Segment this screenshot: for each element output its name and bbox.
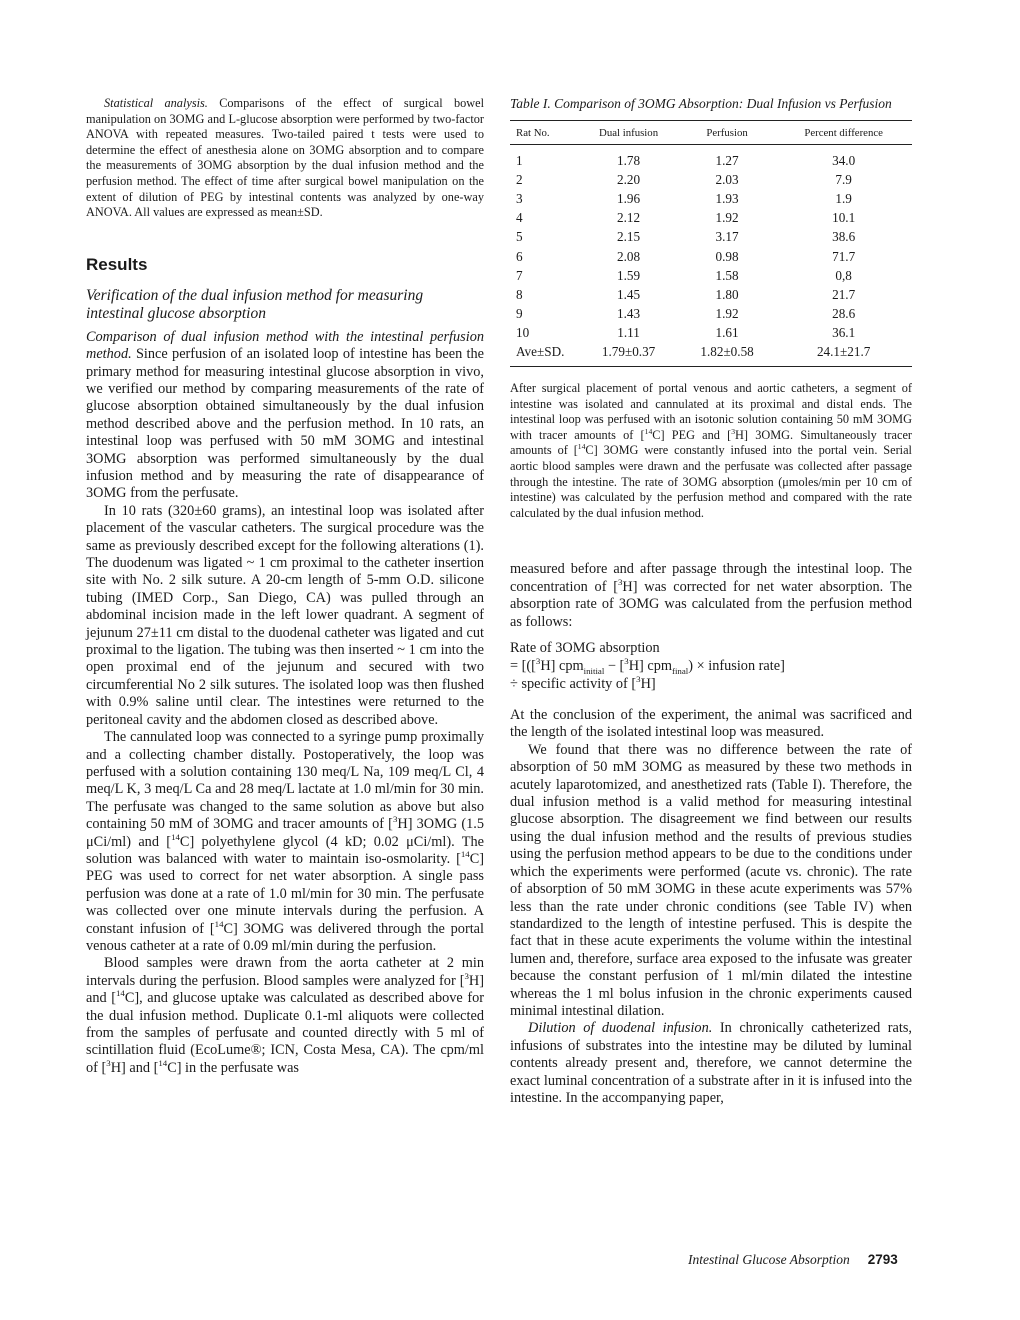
superscript: 3 (624, 656, 629, 667)
table-cell: 1.92 (715, 210, 739, 226)
text-run: C] 3OMG was delivered through the portal venous catheter at a rate of 0.09 ml/min during the perfusion. (86, 920, 484, 954)
superscript: 14 (214, 918, 224, 929)
comparison-table (510, 120, 912, 367)
subscript: final (672, 665, 689, 676)
table-row (510, 209, 912, 228)
table-cell: 24.1±21.7 (775, 343, 912, 367)
superscript: 3 (106, 1058, 111, 1069)
findings-paragraph: We found that there was no difference between the rate of absorption of 50 mM 3OMG as measured by these two methods in acutely laparotomized, and anesthetized rats (Table I). Therefore, the dual infusion method is a valid method for measuring intestinal glucose absorption. The disagreement we find between our results using the dual infusion method and the results of previous studies using the perfusion method appears to be due to the conditions under which the experiments were performed (acute vs. chronic). The rate of absorption of 50 mM 3OMG in these acute experiments was 57% less than the rate under chronic conditions (see Table IV) when standardized to the length of intestine perfused. This is despite the fact that in these acute experiments the volume within the intestinal lumen and, therefore, surface area exposed to the infusate was greater because the constant perfusion of 1 ml/min dilated the intestine whereas the 1 ml bolus infusion in the chronic experiments caused minimal intestinal dilation. (510, 741, 912, 1019)
superscript: 14 (115, 988, 125, 999)
text-run: ) × infusion rate] (688, 658, 785, 675)
comparison-lead: Comparison of dual infusion method with the intestinal perfusion method. (86, 328, 484, 363)
equation-line (510, 657, 912, 675)
table-cell: 21.7 (832, 286, 856, 302)
superscript: 14 (644, 426, 653, 436)
text-run: C] PEG was used to correct for net water absorption. A single pass perfusion was done at a rate of 1.0 ml/min for 30 min. The perfusate was collected over one minute intervals during the perfusion. A constant infusion of [ (86, 850, 484, 937)
results-heading: Results (86, 254, 148, 274)
text-run: H] cpm (628, 658, 673, 675)
table-cell: 2.20 (617, 171, 641, 187)
table-footnote (510, 381, 912, 521)
text-run: C], and glucose uptake was calculated as described above for the dual infusion method. Duplicate 0.1-ml aliquots were collected from the samples of perfusate and counted directly with 5 ml of scintillation fluid (EcoLume®; ICN, Costa Mesa, CA). The cpm/ml of [ (86, 990, 484, 1076)
table-row (510, 324, 912, 343)
table-cell: 1.43 (617, 306, 641, 322)
table-cell: 1.78 (617, 152, 641, 168)
table-cell: 1.96 (617, 190, 641, 206)
text-run: ÷ specific activity of [ (510, 676, 637, 693)
page-footer (688, 1252, 898, 1268)
text-run: C] in the perfusate was (167, 1059, 299, 1076)
table-cell: 1.93 (715, 190, 739, 206)
table-cell: 2.12 (617, 210, 641, 226)
table-row (510, 170, 912, 189)
text-run: C] PEG and [ (652, 427, 732, 442)
table-cell: 6 (516, 248, 523, 264)
table-cell: 1.27 (715, 152, 739, 168)
table-cell: 71.7 (832, 248, 856, 264)
table-body (510, 145, 912, 367)
table-row (510, 189, 912, 208)
table-cell: 1.45 (617, 286, 641, 302)
text-run: H] 3OMG. Simultaneously tracer amounts of [ (510, 427, 913, 458)
table-cell: 0,8 (835, 267, 852, 283)
conclusion-paragraph: At the conclusion of the experiment, the animal was sacrificed and the length of the isolated intestinal loop was measured. (510, 707, 912, 741)
text-run: C] 3OMG were constantly infused into the portal vein. Serial aortic blood samples were drawn and the perfusate was collected after passage through the intestine. The rate of 3OMG absorption (μmoles/min per 10 cm of intestine) was calculated by the perfusion method and compared with the rate calculated by the dual infusion method. (510, 443, 912, 520)
table-cell: 8 (516, 286, 523, 302)
table-cell: 2.08 (617, 248, 641, 264)
page-number: 2793 (867, 1252, 898, 1267)
table-cell: 1.92 (715, 306, 739, 322)
table-cell: 38.6 (832, 229, 856, 245)
table-cell: 2.15 (617, 229, 641, 245)
text-run: After surgical placement of portal venous and aortic catheters, a segment of intestine was isolated and cannulated at its proximal and distal ends. The intestinal loop was perfused with an isotonic solution containing 50 mM 3OMG with tracer amounts of [ (510, 381, 912, 442)
right-column (510, 96, 912, 1107)
text-run: The cannulated loop was connected to a syringe pump proximally and a collecting chamber distally. Postoperatively, the loop was perfused with a solution containing 130 meq/L Na, 109 meq/L Cl, 4 meq/L K, 3 meq/L Ca and 28 meq/L lactate at 1.0 ml/min for 30 min. The perfusate was changed to the same solution as above but also containing 50 mM of 3OMG and tracer amounts of [ (86, 729, 484, 833)
table-row (510, 266, 912, 285)
text-run: measured before and after passage through the intestinal loop. The concentration of [ (510, 561, 912, 595)
statistical-analysis-text: Comparisons of the effect of surgical bowel manipulation on 3OMG and L-glucose absorption were performed by two-factor ANOVA with repeated measures. Two-tailed paired t tests were used to determine the effect of anesthesia alone on 3OMG absorption and to compare the measurements of 3OMG absorption by the dual infusion method and the perfusion method. The effect of time after surgical bowel manipulation on the extent of dilution of PEG by intestinal contents was analyzed by one-way ANOVA. All values are expressed as mean±SD. (86, 96, 484, 220)
dilution-lead: Dilution of duodenal infusion. (528, 1020, 713, 1037)
blood-samples-paragraph (86, 955, 484, 1077)
statistical-analysis-paragraph (86, 96, 484, 221)
table-title: Table I. Comparison of 3OMG Absorption: Dual Infusion vs Perfusion (510, 96, 892, 111)
left-column (86, 96, 484, 1077)
table-cell: 0.98 (715, 248, 739, 264)
superscript: 3 (617, 577, 623, 588)
concentration-paragraph (510, 561, 912, 631)
table-row (510, 285, 912, 304)
text-run: H] and [ (110, 1059, 159, 1076)
table-cell: 34.0 (832, 152, 856, 168)
equation-line (510, 675, 912, 693)
table-cell: 5 (516, 229, 523, 245)
table-row (510, 228, 912, 247)
table-row (510, 305, 912, 324)
table-cell: 1.80 (715, 286, 739, 302)
table-cell: 10 (516, 325, 530, 341)
table-cell: 1.58 (715, 267, 739, 283)
subscript: initial (583, 665, 605, 676)
comparison-text: Since perfusion of an isolated loop of intestine has been the primary method for measuring intestinal glucose absorption in vivo, we verified our method by comparing measurements of the rate of glucose absorption obtained simultaneously by the dual infusion method described above and the perfusion method. In 10 rats, an intestinal loop was perfused with 50 mM 3OMG and intestinal 3OMG absorption was performed simultaneously by the dual infusion method and by measuring the rate of disappearance of 3OMG from the perfusate. (86, 346, 484, 502)
superscript: 14 (171, 831, 180, 842)
table-cell: 10.1 (832, 210, 856, 226)
text-run: − [ (604, 658, 625, 675)
table-cell: 1.79±0.37 (578, 343, 679, 367)
table-row (510, 343, 912, 367)
table-cell: 3 (516, 190, 523, 206)
superscript: 3 (464, 971, 469, 982)
table-cell: 2.03 (715, 171, 739, 187)
equation-line: Rate of 3OMG absorption (510, 640, 660, 657)
table-row (510, 145, 912, 171)
table-cell: 1 (516, 152, 523, 168)
superscript: 3 (535, 656, 541, 667)
table-row (510, 247, 912, 266)
superscript: 14 (158, 1058, 168, 1069)
table-header-cell: Percent difference (775, 121, 912, 145)
table-cell: 2 (516, 171, 523, 187)
text-run: H] and [ (86, 972, 484, 1007)
absorption-equation (510, 639, 912, 693)
superscript: 14 (460, 849, 470, 860)
section-subheading: Verification of the dual infusion method for measuring intestinal glucose absorption (86, 286, 424, 322)
table-header-cell: Rat No. (510, 121, 578, 145)
running-title: Intestinal Glucose Absorption (688, 1252, 850, 1267)
text-run: H] cpm (540, 658, 584, 675)
cannulated-loop-paragraph (86, 729, 484, 955)
table-cell: 3.17 (715, 229, 739, 245)
superscript: 14 (577, 442, 586, 452)
table-cell: 28.6 (832, 306, 856, 322)
table-header-cell: Dual infusion (578, 121, 679, 145)
text-run: H] (640, 676, 656, 693)
table-header-row (510, 121, 912, 145)
table-cell: 7 (516, 267, 523, 283)
table-cell: 1.11 (617, 325, 640, 341)
superscript: 3 (636, 674, 641, 685)
superscript: 3 (731, 426, 736, 436)
rats-paragraph: In 10 rats (320±60 grams), an intestinal loop was isolated after placement of the vascular catheters. The surgical procedure was the same as previously described except for the following alterations (1). The duodenum was ligated ~ 1 cm proximal to the catheter insertion site with No. 2 silk suture. A 20-cm length of 5-mm O.D. silicone tubing (IMED Corp., San Diego, CA) was pulled through an abdominal incision made in the left lower quadrant. A segment of jejunum 27±11 cm distal to the duodenal catheter was ligated and cut proximal to the ligation. The tubing was then inserted ~ 1 cm into the open proximal end of the jejunum and secured with two circumferential No 2 silk sutures. The isolated loop was then flushed with 0.9% saline until clear. The intestines were returned to the peritoneal cavity and the abdomen closed as described above. (86, 502, 484, 728)
table-header-cell: Perfusion (679, 121, 775, 145)
text-run: C] polyethylene glycol (4 kD; 0.02 μCi/ml). The solution was balanced with water to maintain iso-osmolarity. [ (86, 833, 484, 867)
superscript: 3 (392, 814, 398, 825)
dilution-paragraph (510, 1020, 912, 1107)
comparison-paragraph (86, 329, 484, 503)
table-cell: 1.61 (715, 325, 739, 341)
table-cell: 1.9 (835, 190, 852, 206)
text-run: Blood samples were drawn from the aorta catheter at 2 min intervals during the perfusion. Blood samples were analyzed for [ (86, 955, 484, 989)
text-run: H] was corrected for net water absorption. The absorption rate of 3OMG was calculated from the perfusion method as follows: (510, 578, 912, 630)
table-cell: 1.82±0.58 (679, 343, 775, 367)
text-run: H] 3OMG (1.5 μCi/ml) and [ (86, 816, 484, 850)
statistical-analysis-lead: Statistical analysis. (104, 96, 208, 110)
table-cell: 7.9 (835, 171, 852, 187)
table-cell: 9 (516, 306, 523, 322)
table-cell: 4 (516, 210, 523, 226)
table-cell: 36.1 (832, 325, 856, 341)
text-run: = [([ (510, 658, 536, 675)
table-cell: 1.59 (617, 267, 641, 283)
table-cell: Ave±SD. (510, 343, 578, 367)
dilution-text: In chronically catheterized rats, infusions of substrates into the intestine may be diluted by luminal contents already present and, therefore, we cannot determine the exact luminal concentration of a substrate after in it is infused into the intestine. In the accompanying paper, (510, 1020, 913, 1106)
